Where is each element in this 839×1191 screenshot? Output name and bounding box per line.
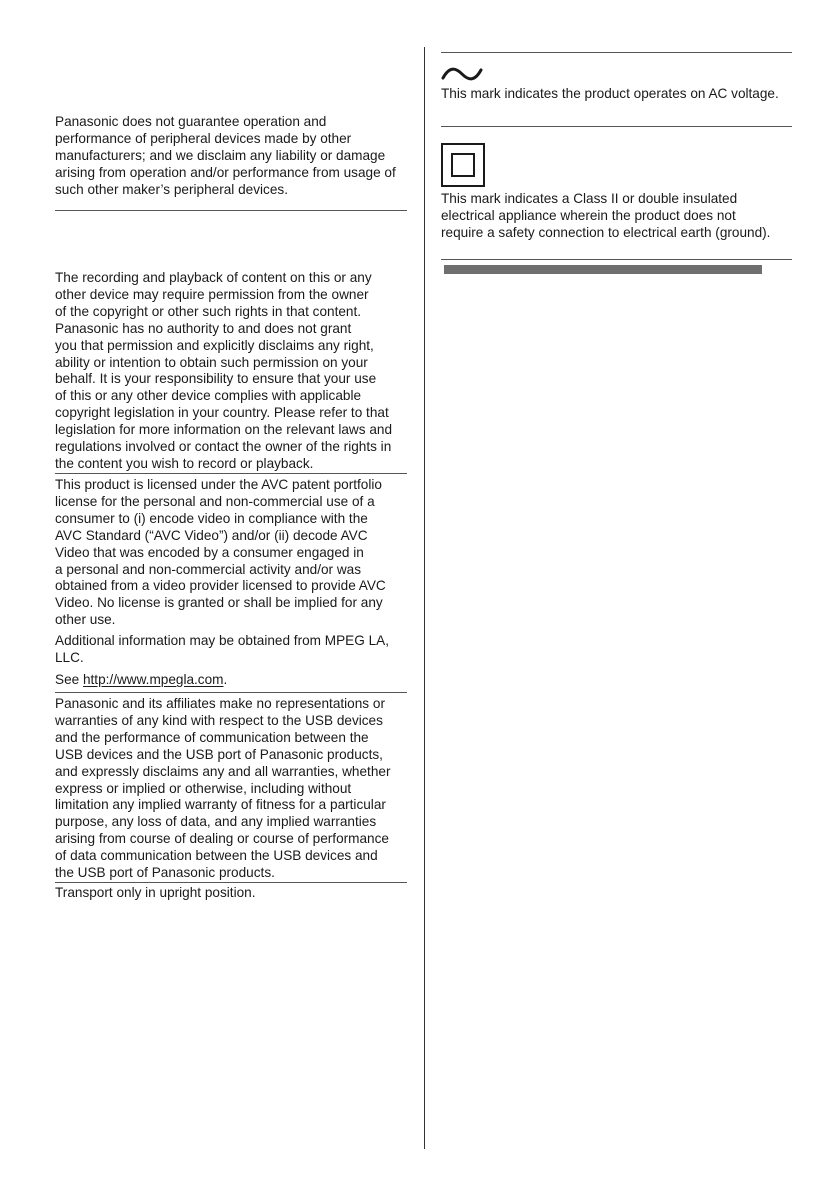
transport-notice: Transport only in upright position. <box>55 885 256 900</box>
peripheral-devices-notice: Panasonic does not guarantee operation and performance of peripheral devices made by other manufacturers; and we disclaim any liability or damage arising from operation and/or performance from usage of such other maker’s peripheral devices. <box>55 114 396 197</box>
section-divider <box>441 259 792 260</box>
ac-voltage-text: This mark indicates the product operates on AC voltage. <box>441 86 779 101</box>
copyright-notice: The recording and playback of content on this or any other device may require permission from the owner of the copyright or other such rights in that content. Panasonic has no authority to and does not grant you that permission and explicitly disclaims any right, ability or intention to obtain such permission on your behalf. It is your responsibility to ensure that your use of this or any other device complies with applicable copyright legislation in your country. Please refer to that legislation for more information on the relevant laws and regulations involved or contact the owner of the rights in the content you wish to record or playback. <box>55 270 393 471</box>
section-divider <box>55 210 407 211</box>
heading-bar <box>444 265 762 274</box>
see-prefix: See <box>55 672 83 687</box>
mpegla-link[interactable]: http://www.mpegla.com <box>82 672 224 687</box>
class-ii-double-insulated-icon <box>441 143 485 187</box>
ac-voltage-icon <box>441 66 483 82</box>
class-ii-text: This mark indicates a Class II or double insulated electrical appliance wherein the product does not require a safety connection to electrical earth (ground). <box>441 191 771 240</box>
usb-disclaimer: Panasonic and its affiliates make no representations or warranties of any kind with respect to the USB devices and the performance of communication between the USB devices and the USB port of Panasonic products, and expressly disclaims any and all warranties, whether express or implied or otherwise, including without limitation any implied warranty of fitness for a particular purpose, any loss of data, and any implied warranties arising from course of dealing or course of performance of data communication between the USB devices and the USB port of Panasonic products. <box>55 696 391 881</box>
column-divider <box>424 47 425 1149</box>
mpeg-website-line <box>55 672 227 689</box>
section-divider <box>55 692 407 693</box>
avc-license-notice: This product is licensed under the AVC patent portfolio license for the personal and non-commercial use of a consumer to (i) encode video in compliance with the AVC Standard (“AVC Video”) and/or (ii) decode AVC Video that was encoded by a consumer engaged in a personal and non-commercial activity and/or was obtained from a video provider licensed to provide AVC Video. No license is granted or shall be implied for any other use. <box>55 477 386 628</box>
section-divider <box>441 52 792 53</box>
mpeg-info-text: Additional information may be obtained from MPEG LA, LLC. <box>55 633 389 665</box>
section-divider <box>55 882 407 883</box>
section-divider <box>441 126 792 127</box>
see-suffix: . <box>223 672 228 687</box>
section-divider <box>55 473 407 474</box>
